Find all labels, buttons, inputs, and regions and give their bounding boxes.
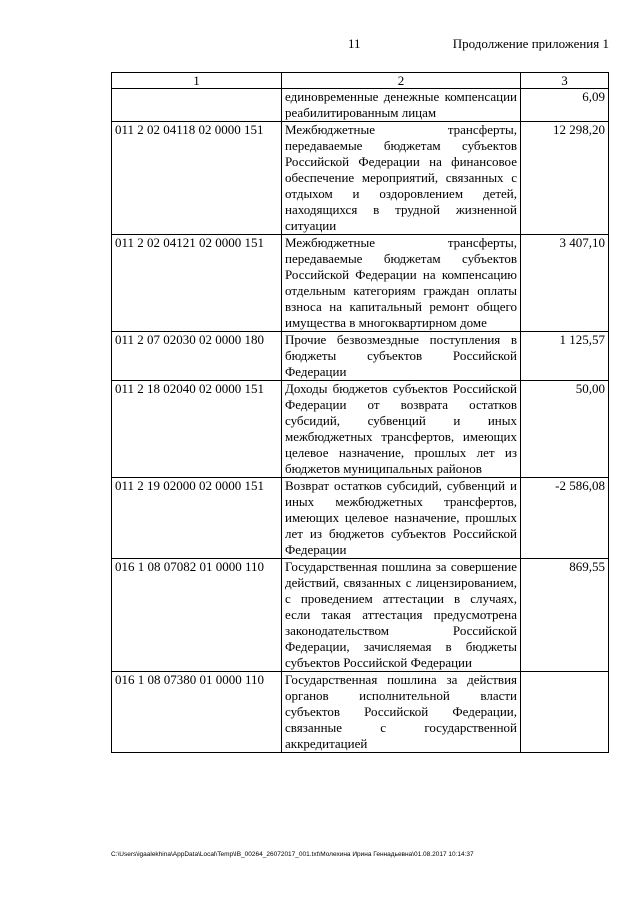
- row-description: Прочие безвозмездные поступления в бюджеты субъектов Российской Федерации: [282, 332, 521, 381]
- table-row: [112, 235, 609, 332]
- row-description: Доходы бюджетов субъектов Российской Федерации от возврата остатков субсидий, субвенций и иных межбюджетных трансфертов, имеющих целевое назначение, прошлых лет из бюджетов муниципальных районов: [282, 381, 521, 478]
- footer-file-path: C:\Users\igaalekhina\AppData\Local\Temp\IB_00264_26072017_001.txt\Молехина Ирина Геннадьевна\01.08.2017 10:14:37: [111, 851, 474, 858]
- row-amount: 50,00: [521, 381, 609, 478]
- classification-code: 016 1 08 07380 01 0000 110: [112, 672, 282, 753]
- row-description: Государственная пошлина за совершение действий, связанных с лицензированием, с проведением аттестации в случаях, если такая аттестация предусмотрена законодательством Российской Федерации, зачисляемая в бюджеты субъектов Российской Федерации: [282, 559, 521, 672]
- classification-code: 011 2 18 02040 02 0000 151: [112, 381, 282, 478]
- row-amount: 1 125,57: [521, 332, 609, 381]
- classification-code: 011 2 02 04118 02 0000 151: [112, 122, 282, 235]
- table-row: [112, 122, 609, 235]
- column-header: 3: [521, 73, 609, 89]
- row-amount: 6,09: [521, 89, 609, 122]
- table-row: [112, 559, 609, 672]
- classification-code: 011 2 02 04121 02 0000 151: [112, 235, 282, 332]
- row-amount: -2 586,08: [521, 478, 609, 559]
- row-description: Межбюджетные трансферты, передаваемые бюджетам субъектов Российской Федерации на финансовое обеспечение мероприятий, связанных с отдыхом и оздоровлением детей, находящихся в трудной жизненной ситуации: [282, 122, 521, 235]
- column-header: 1: [112, 73, 282, 89]
- classification-code: 011 2 07 02030 02 0000 180: [112, 332, 282, 381]
- row-description: Государственная пошлина за действия органов исполнительной власти субъектов Российской Федерации, связанные с государственной аккредитацией: [282, 672, 521, 753]
- table-row: [112, 332, 609, 381]
- table-row: [112, 672, 609, 753]
- column-header: 2: [282, 73, 521, 89]
- classification-code: [112, 89, 282, 122]
- row-amount: 869,55: [521, 559, 609, 672]
- row-amount: 3 407,10: [521, 235, 609, 332]
- classification-code: 011 2 19 02000 02 0000 151: [112, 478, 282, 559]
- page-caption: Продолжение приложения 1: [452, 36, 609, 51]
- budget-table: [111, 72, 609, 753]
- page-number: 11: [348, 36, 361, 51]
- classification-code: 016 1 08 07082 01 0000 110: [112, 559, 282, 672]
- table-row: [112, 381, 609, 478]
- column-number-row: [112, 73, 609, 89]
- table-row: [112, 478, 609, 559]
- row-description: единовременные денежные компенсации реабилитированным лицам: [282, 89, 521, 122]
- row-amount: 12 298,20: [521, 122, 609, 235]
- row-description: Межбюджетные трансферты, передаваемые бюджетам субъектов Российской Федерации на компенсацию отдельным категориям граждан оплаты взноса на капитальный ремонт общего имущества в многоквартирном доме: [282, 235, 521, 332]
- table-row: [112, 89, 609, 122]
- row-description: Возврат остатков субсидий, субвенций и иных межбюджетных трансфертов, имеющих целевое назначение, прошлых лет из бюджетов субъектов Российской Федерации: [282, 478, 521, 559]
- row-amount: [521, 672, 609, 753]
